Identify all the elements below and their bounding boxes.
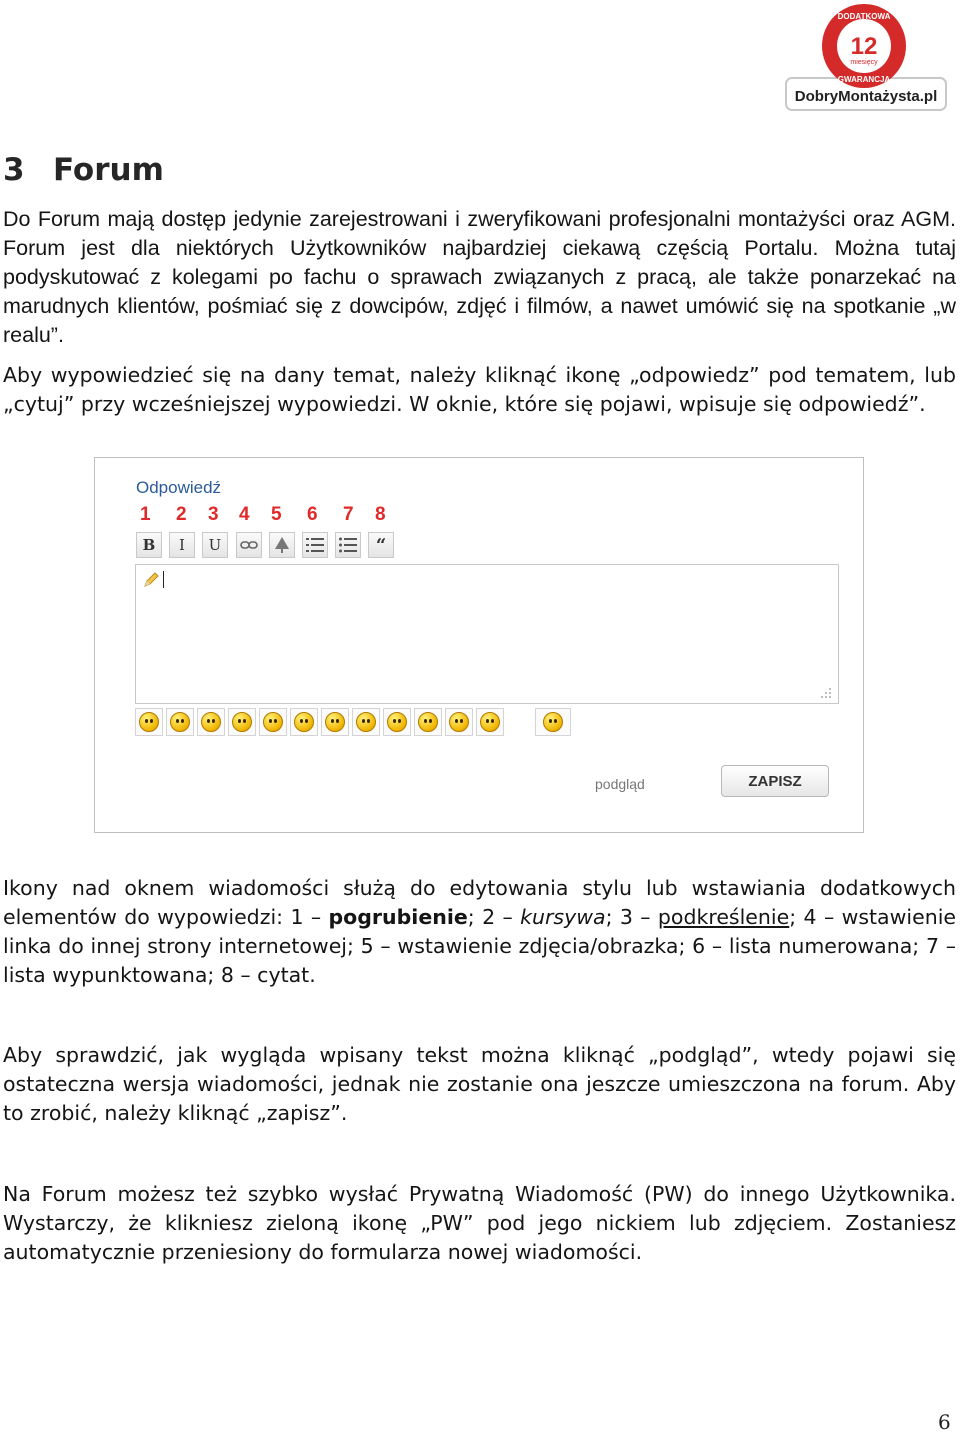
smiley-icon (325, 712, 345, 732)
reply-form-screenshot (94, 457, 864, 833)
smiley-icon (170, 712, 190, 732)
smiley-icon (294, 712, 314, 732)
preview-paragraph: Aby sprawdzić, jak wygląda wpisany tekst można kliknąć „podgląd”, wtedy pojawi się ostateczna wersja wiadomości, jednak nie zostanie ona jeszcze umieszczona na forum. Aby to zrobić, należy kliknąć „zapisz”. (3, 1043, 956, 1125)
marker-7: 7 (343, 504, 354, 525)
logo-badge-number: 12 (850, 33, 878, 60)
link-icon (240, 539, 258, 551)
save-button[interactable]: ZAPISZ (721, 765, 829, 797)
private-message-paragraph: Na Forum możesz też szybko wysłać Prywatną Wiadomość (PW) do innego Użytkownika. Wystarczy, że klikniesz zieloną ikonę „PW” pod jego nickiem lub zdjęciem. Zostaniesz automatycznie przeniesiony do formularza nowej wiadomości. (3, 1182, 956, 1264)
company-logo (784, 2, 948, 114)
marker-3: 3 (208, 504, 219, 525)
smiley-1[interactable] (135, 708, 163, 736)
smiley-9[interactable] (383, 708, 411, 736)
smiley-10[interactable] (414, 708, 442, 736)
marker-4: 4 (239, 504, 250, 525)
underline-button[interactable]: U (202, 532, 228, 558)
smiley-icon (543, 712, 563, 732)
bullet-list-icon (339, 537, 357, 553)
smiley-icon (232, 712, 252, 732)
smiley-icon (139, 712, 159, 732)
bold-example: pogrubienie (328, 905, 468, 929)
smiley-icon (418, 712, 438, 732)
smiley-6[interactable] (290, 708, 318, 736)
toolbar-desc-part-b: ; 2 – (467, 905, 521, 929)
bold-button[interactable]: B (136, 532, 162, 558)
section-title: Forum (53, 152, 164, 188)
page-number: 6 (938, 1410, 951, 1434)
intro-paragraph: Do Forum mają dostęp jedynie zarejestrowani i zweryfikowani profesjonalni montażyści oraz AGM. Forum jest dla niektórych Użytkowników najbardziej ciekawą częścią Portalu. Można tutaj podyskutować z kolegami po fachu o sprawach związanych z pracą, ale także ponarzekać na marudnych klientów, pośmiać się z dowcipów, zdjęć i filmów, a nawet umówić się na spotkanie „w realu”. (3, 207, 956, 347)
section-number: 3 (3, 152, 25, 188)
message-textarea[interactable] (135, 564, 839, 704)
reply-instructions-paragraph: Aby wypowiedzieć się na dany temat, należy kliknąć ikonę „odpowiedz” pod tematem, lub „cytuj” przy wcześniejszej wypowiedzi. W oknie, które się pojawi, wpisuje się odpowiedź”. (3, 363, 956, 416)
logo-badge-sub: miesięcy (850, 59, 878, 66)
smiley-icon (387, 712, 407, 732)
section-heading (3, 152, 164, 188)
smiley-5[interactable] (259, 708, 287, 736)
logo-brand: DobryMontażysta.pl (794, 88, 938, 105)
image-icon (273, 536, 291, 554)
logo-badge-bottom: GWARANCJA (837, 75, 891, 84)
smiley-3[interactable] (197, 708, 225, 736)
marker-5: 5 (271, 504, 282, 525)
smiley-icon (263, 712, 283, 732)
reply-form-title: Odpowiedź (136, 478, 222, 497)
quote-button[interactable]: “ (368, 532, 394, 558)
link-button[interactable] (236, 532, 262, 558)
pencil-icon (142, 571, 160, 589)
marker-6: 6 (307, 504, 318, 525)
numbered-list-icon (306, 537, 324, 553)
smiley-icon (449, 712, 469, 732)
resize-grip-icon[interactable] (820, 687, 832, 699)
smiley-icon (201, 712, 221, 732)
smiley-13[interactable] (535, 708, 571, 736)
bullet-list-button[interactable] (335, 532, 361, 558)
smiley-8[interactable] (352, 708, 380, 736)
logo-badge-top: DODATKOWA (837, 12, 891, 21)
italic-button[interactable]: I (169, 532, 195, 558)
underline-example: podkreślenie (657, 905, 790, 929)
smiley-7[interactable] (321, 708, 349, 736)
marker-8: 8 (375, 504, 386, 525)
marker-1: 1 (140, 504, 151, 525)
italic-example: kursywa (520, 905, 606, 929)
smiley-icon (356, 712, 376, 732)
smiley-icon (480, 712, 500, 732)
image-button[interactable] (269, 532, 295, 558)
marker-2: 2 (176, 504, 187, 525)
text-cursor (163, 571, 164, 588)
numbered-list-button[interactable] (302, 532, 328, 558)
toolbar-description-paragraph (3, 874, 956, 990)
smiley-2[interactable] (166, 708, 194, 736)
smiley-12[interactable] (476, 708, 504, 736)
toolbar-desc-part-d: ; 4 – wstawienie linka do innej strony internetowej; 5 – wstawienie zdjęcia/obrazka; 6 – lista numerowana; 7 – lista wypunktowana; 8 – cytat. (3, 905, 956, 987)
preview-link[interactable]: podgląd (595, 776, 645, 792)
toolbar-desc-part-c: ; 3 – (605, 905, 658, 929)
smiley-4[interactable] (228, 708, 256, 736)
toolbar-desc-part-a: Ikony nad oknem wiadomości służą do edytowania stylu lub wstawiania dodatkowych elementów do wypowiedzi: 1 – (3, 876, 956, 929)
smiley-11[interactable] (445, 708, 473, 736)
